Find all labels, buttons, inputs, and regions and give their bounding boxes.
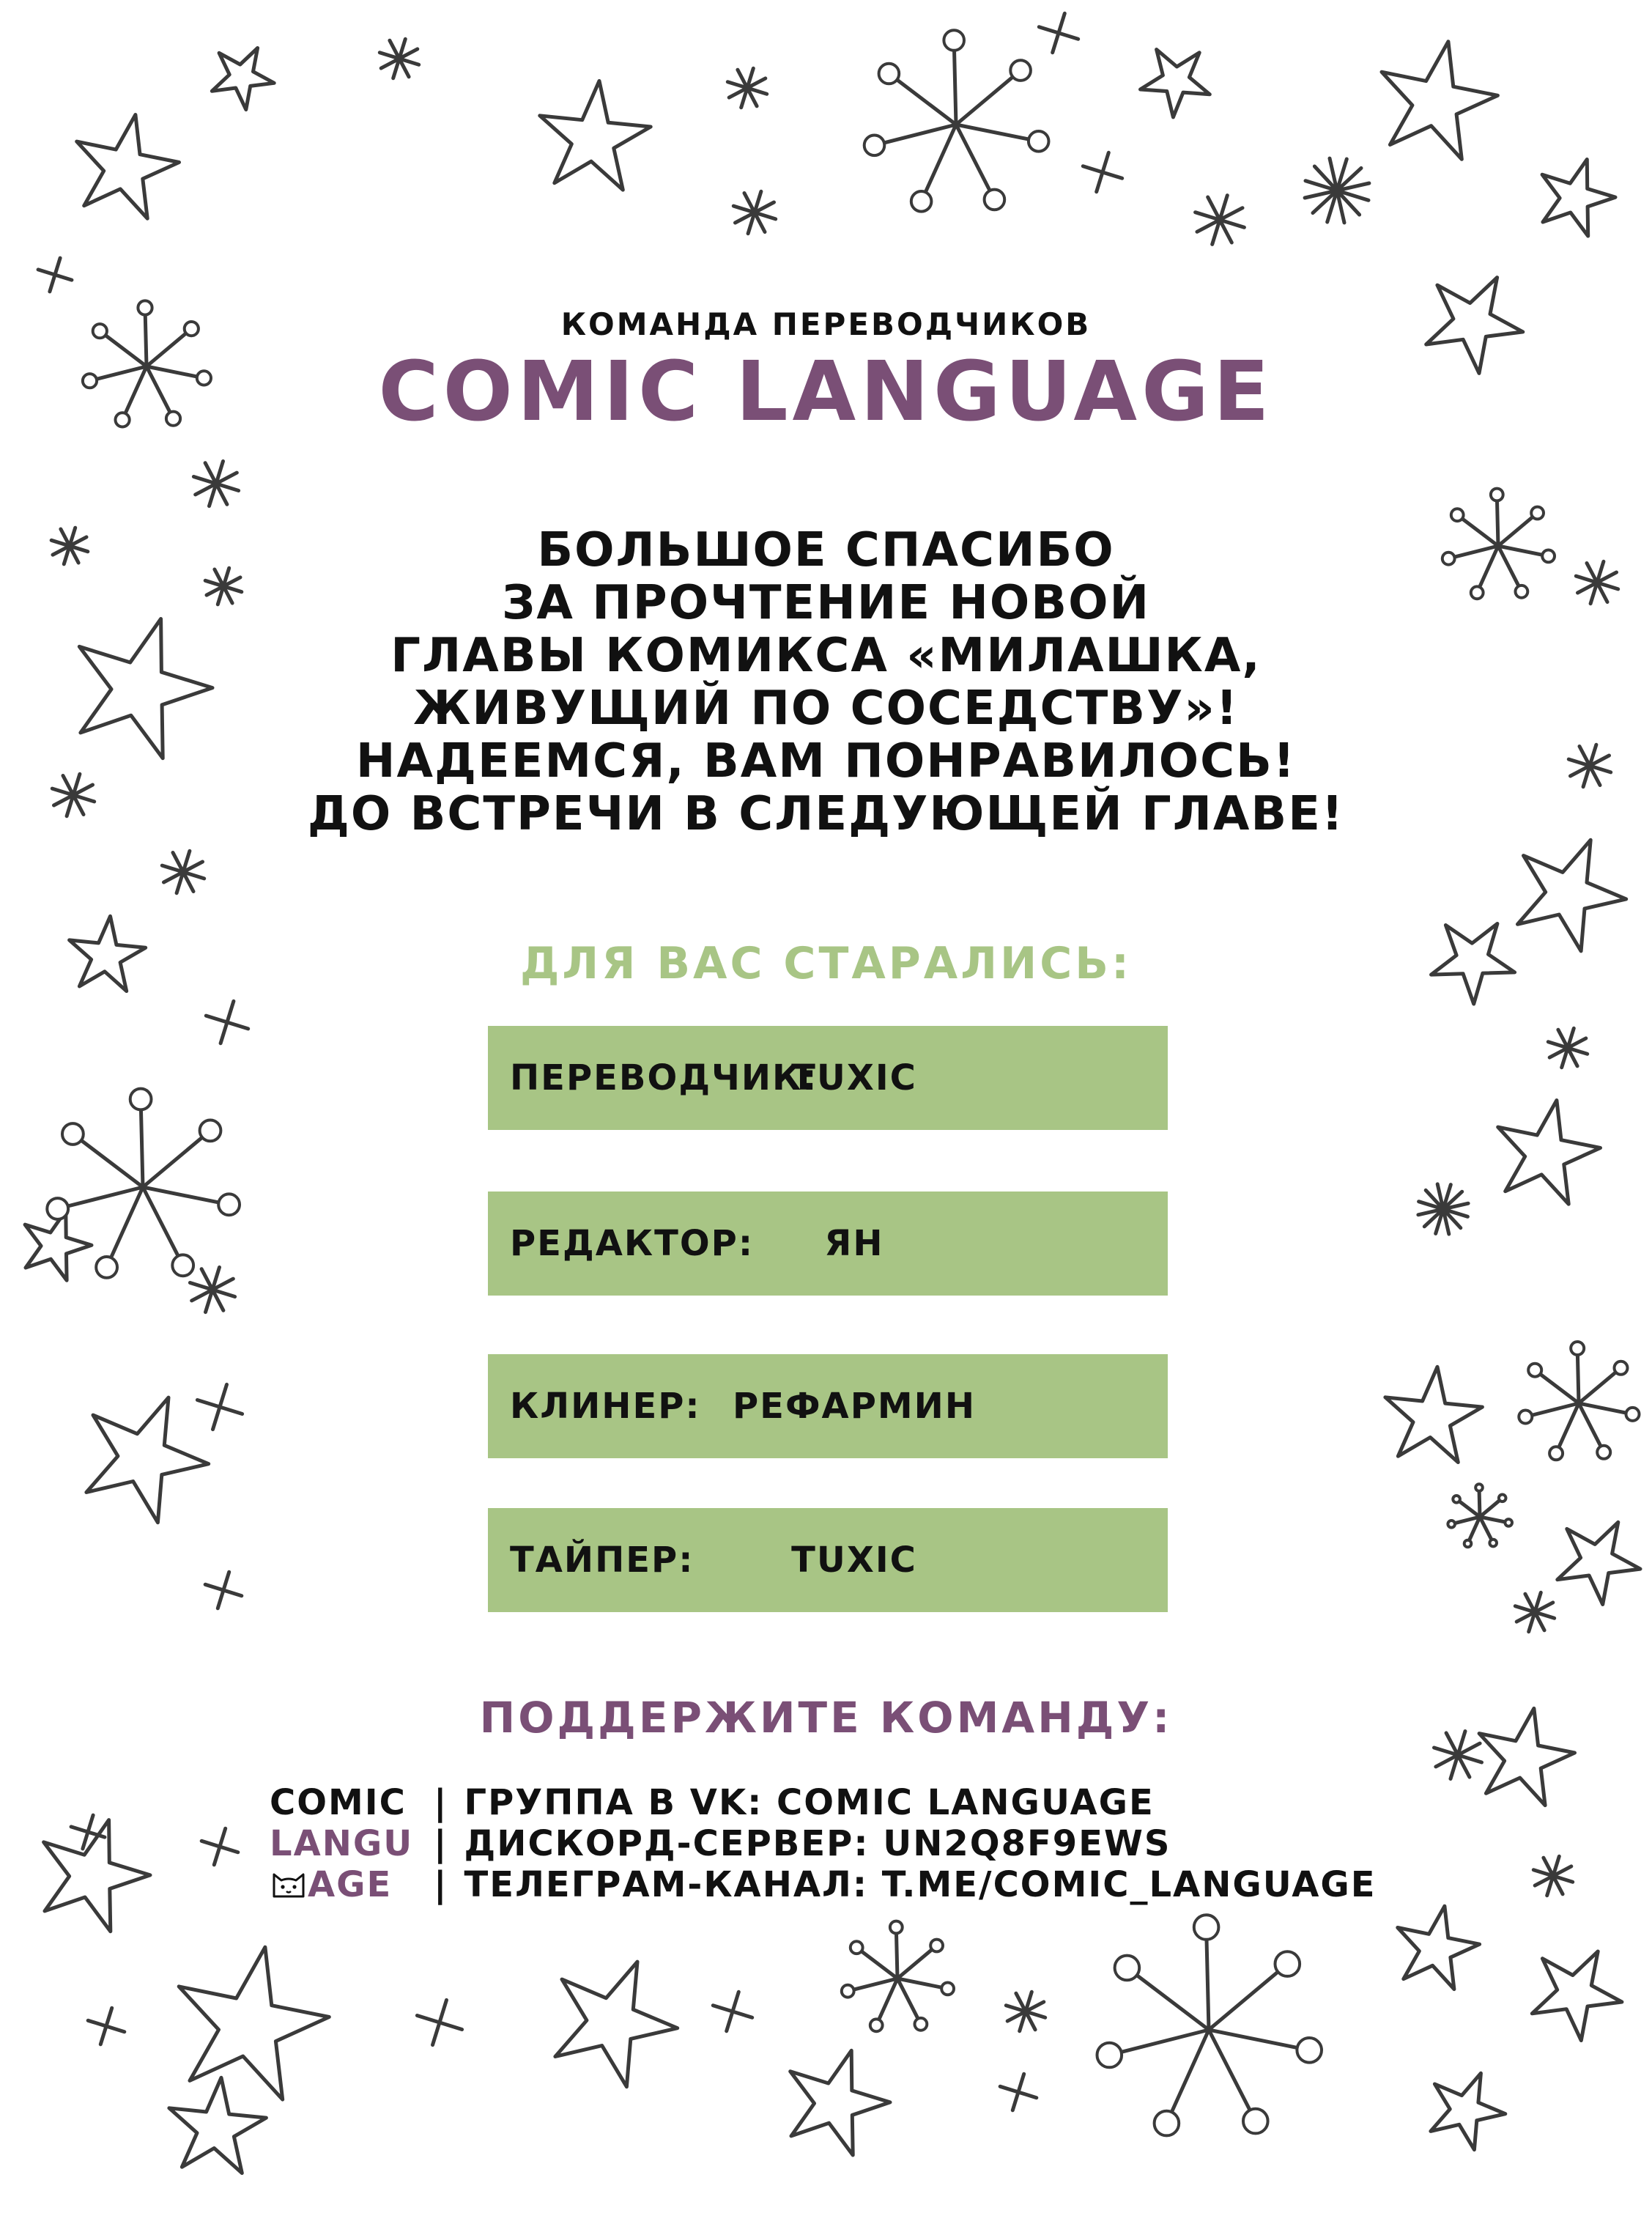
star-doodle-icon xyxy=(1431,2073,1505,2149)
credit-role: РЕДАКТОР: xyxy=(510,1223,755,1264)
credit-person: TUXIC xyxy=(791,1540,917,1581)
sparkle-doodle-icon xyxy=(1196,196,1245,245)
sparkle-doodle-icon xyxy=(193,461,238,506)
snowflake-doodle-icon xyxy=(864,30,1049,211)
support-heading: ПОДДЕРЖИТЕ КОМАНДУ: xyxy=(479,1693,1173,1743)
sparkle-doodle-icon xyxy=(1039,13,1078,52)
sparkle-doodle-icon xyxy=(1533,1856,1572,1895)
sparkle-doodle-icon xyxy=(1083,152,1122,191)
sparkle-doodle-icon xyxy=(727,68,766,107)
link-discord[interactable] xyxy=(434,1823,1377,1864)
sparkle-doodle-icon xyxy=(206,1001,248,1043)
star-doodle-icon xyxy=(179,1947,329,2099)
credit-row-editor xyxy=(488,1192,1168,1296)
thanks-message xyxy=(0,524,1652,841)
sparkle-doodle-icon xyxy=(205,1572,242,1608)
logo-line: COMIC xyxy=(270,1782,407,1823)
star-doodle-icon xyxy=(212,48,274,110)
credit-row-cleaner xyxy=(488,1354,1168,1458)
sparkle-doodle-icon xyxy=(1000,2074,1037,2110)
thanks-line: ДО ВСТРЕЧИ В СЛЕДУЮЩЕЙ ГЛАВЕ! xyxy=(307,787,1345,841)
logo-line: LANGU xyxy=(270,1823,414,1864)
thanks-line: ЗА ПРОЧТЕНИЕ НОВОЙ xyxy=(501,576,1151,630)
team-label: КОМАНДА ПЕРЕВОДЧИКОВ xyxy=(560,306,1092,342)
credit-person: РЕФАРМИН xyxy=(732,1386,976,1427)
star-doodle-icon xyxy=(77,115,179,219)
sparkle-doodle-icon xyxy=(1515,1592,1554,1631)
link-text: ДИСКОРД-СЕРВЕР: UN2Q8F9EWS xyxy=(464,1823,1171,1864)
credit-person: ЯН xyxy=(824,1223,884,1264)
star-doodle-icon xyxy=(555,1962,678,2087)
star-doodle-icon xyxy=(1532,1951,1622,2041)
credits-heading: ДЛЯ ВАС СТАРАЛИСЬ: xyxy=(519,938,1133,989)
credit-row-translator xyxy=(488,1026,1168,1130)
star-doodle-icon xyxy=(790,2050,890,2155)
snowflake-doodle-icon xyxy=(1097,1915,1322,2135)
credit-role: ТАЙПЕР: xyxy=(510,1540,694,1581)
star-doodle-icon xyxy=(1385,1367,1483,1462)
sparkle-doodle-icon xyxy=(190,1267,234,1312)
team-logo xyxy=(270,1782,416,1905)
cat-face-icon xyxy=(270,1867,308,1899)
star-doodle-icon xyxy=(1398,1906,1480,1989)
link-vk[interactable] xyxy=(434,1782,1377,1823)
star-doodle-icon xyxy=(1518,840,1626,951)
thanks-line: БОЛЬШОЕ СПАСИБО xyxy=(537,523,1115,577)
star-doodle-icon xyxy=(540,81,651,190)
snowflake-doodle-icon xyxy=(1519,1342,1639,1460)
star-doodle-icon xyxy=(25,1211,92,1280)
link-separator: | xyxy=(434,1823,448,1864)
thanks-line: НАДЕЕМСЯ, ВАМ ПОНРАВИЛОСЬ! xyxy=(355,734,1297,788)
team-name: COMIC LANGUAGE xyxy=(378,344,1274,440)
star-doodle-icon xyxy=(1382,42,1497,160)
sparkle-doodle-icon xyxy=(1548,1028,1587,1067)
link-separator: | xyxy=(434,1864,448,1905)
thanks-line: ЖИВУЩИЙ ПО СОСЕДСТВУ»! xyxy=(413,681,1239,736)
snowflake-doodle-icon xyxy=(1448,1484,1512,1547)
link-text: ТЕЛЕГРАМ-КАНАЛ: T.ME/COMIC_LANGUAGE xyxy=(464,1864,1377,1905)
credit-row-typesetter xyxy=(488,1508,1168,1612)
credit-person: TUXIC xyxy=(791,1057,917,1098)
sparkle-doodle-icon xyxy=(162,851,204,893)
link-separator: | xyxy=(434,1782,448,1823)
sparkle-doodle-icon xyxy=(88,2008,125,2044)
sparkle-doodle-icon xyxy=(379,39,418,78)
sparkle-doodle-icon xyxy=(733,191,775,233)
credit-role: ПЕРЕВОДЧИК: xyxy=(510,1057,818,1098)
logo-line: AGE xyxy=(308,1864,393,1905)
star-doodle-icon xyxy=(169,2077,267,2173)
link-telegram[interactable] xyxy=(434,1864,1377,1905)
star-doodle-icon xyxy=(1542,160,1615,237)
sparkle-doodle-icon xyxy=(1305,158,1369,223)
snowflake-doodle-icon xyxy=(842,1921,954,2032)
sparkle-doodle-icon xyxy=(417,2000,462,2044)
support-links xyxy=(434,1782,1377,1905)
sparkle-doodle-icon xyxy=(201,1828,238,1865)
star-doodle-icon xyxy=(86,1397,209,1523)
star-doodle-icon xyxy=(1141,50,1210,117)
thanks-line: ГЛАВЫ КОМИКСА «МИЛАШКА, xyxy=(390,629,1262,683)
star-doodle-icon xyxy=(1498,1101,1601,1205)
credit-role: КЛИНЕР: xyxy=(510,1386,701,1427)
sparkle-doodle-icon xyxy=(38,258,72,292)
star-doodle-icon xyxy=(1557,1522,1640,1604)
sparkle-doodle-icon xyxy=(197,1384,242,1429)
sparkle-doodle-icon xyxy=(713,1992,752,2031)
sparkle-doodle-icon xyxy=(1418,1184,1468,1234)
link-text: ГРУППА В VK: COMIC LANGUAGE xyxy=(464,1782,1155,1823)
sparkle-doodle-icon xyxy=(1006,1992,1045,2031)
